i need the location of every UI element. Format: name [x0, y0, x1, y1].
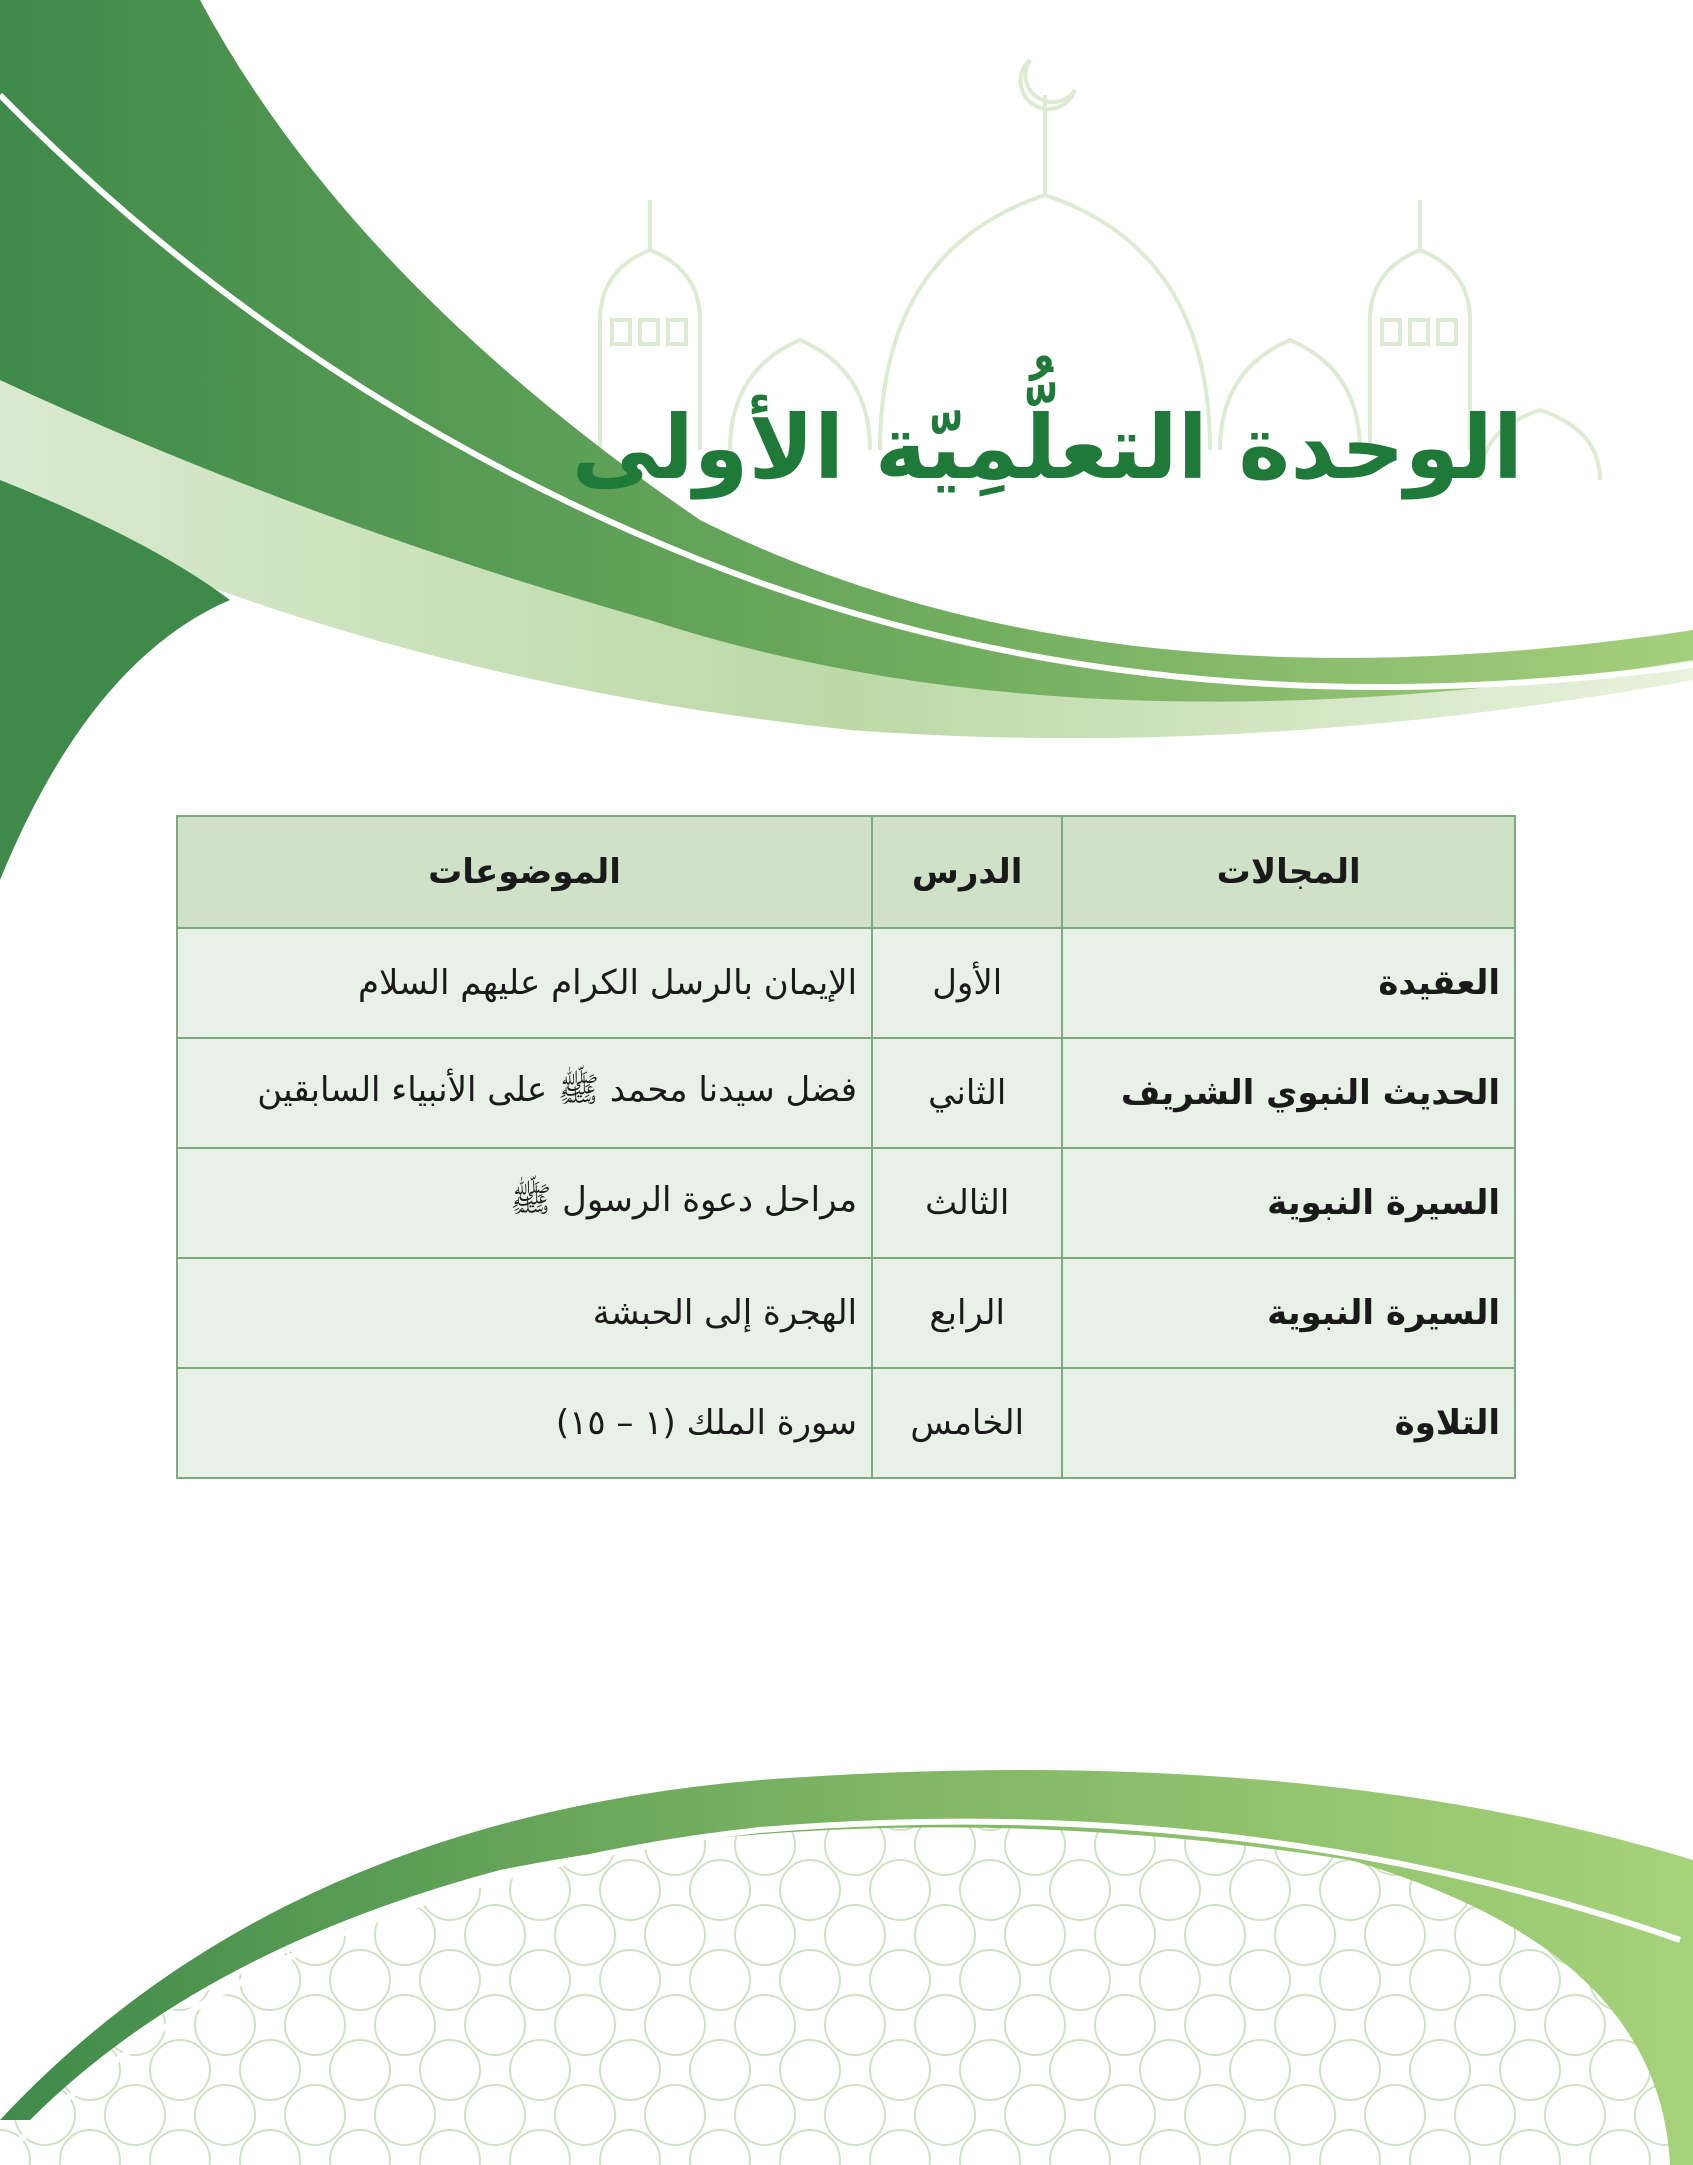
row-topic: سورة الملك (١ – ١٥) — [177, 1368, 872, 1478]
row-domain: الحديث النبوي الشريف — [1062, 1038, 1515, 1148]
row-topic: فضل سيدنا محمد ﷺ على الأنبياء السابقين — [177, 1038, 872, 1148]
table-row — [177, 1038, 1515, 1148]
table-row — [177, 1148, 1515, 1258]
row-topic: الهجرة إلى الحبشة — [177, 1258, 872, 1368]
header-domains: المجالات — [1062, 816, 1515, 928]
row-domain: السيرة النبوية — [1062, 1258, 1515, 1368]
table-row — [177, 1258, 1515, 1368]
row-lesson: الخامس — [872, 1368, 1062, 1478]
row-topic: الإيمان بالرسل الكرام عليهم السلام — [177, 928, 872, 1038]
row-lesson: الرابع — [872, 1258, 1062, 1368]
row-lesson: الأول — [872, 928, 1062, 1038]
table-header-row — [177, 816, 1515, 928]
row-lesson: الثالث — [872, 1148, 1062, 1258]
row-lesson: الثاني — [872, 1038, 1062, 1148]
unit-title: الوحدة التعلُّمِيّة الأولى — [571, 396, 1523, 499]
row-domain: السيرة النبوية — [1062, 1148, 1515, 1258]
row-domain: التلاوة — [1062, 1368, 1515, 1478]
row-domain: العقيدة — [1062, 928, 1515, 1038]
table-row — [177, 928, 1515, 1038]
header-lesson: الدرس — [872, 816, 1062, 928]
table-row — [177, 1368, 1515, 1478]
curriculum-table-container — [176, 815, 1516, 1479]
row-topic: مراحل دعوة الرسول ﷺ — [177, 1148, 872, 1258]
header-topics: الموضوعات — [177, 816, 872, 928]
curriculum-table — [176, 815, 1516, 1479]
